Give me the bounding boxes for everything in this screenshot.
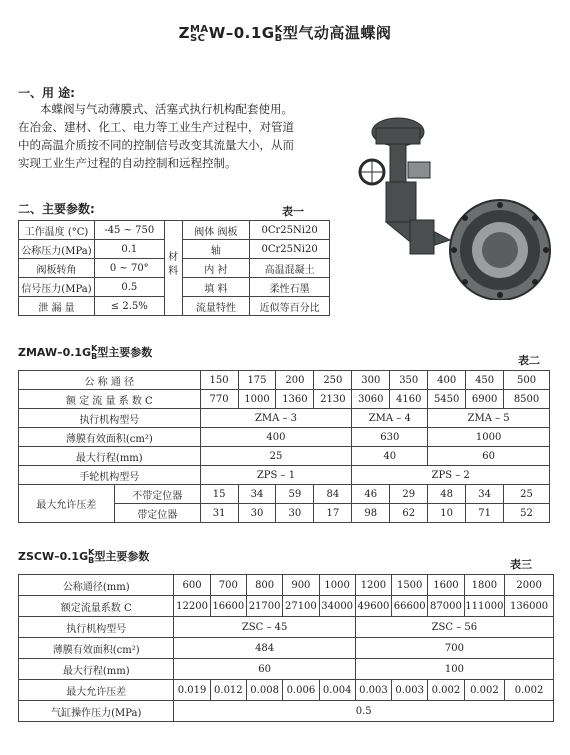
table2-heading	[18, 344, 152, 361]
t3-cell: 60	[174, 659, 355, 680]
table-row	[19, 371, 550, 390]
table-cell: 27100	[283, 596, 319, 617]
table-cell: 34000	[319, 596, 355, 617]
table-cell: 700	[210, 575, 246, 596]
t3-k: K	[88, 548, 95, 557]
title-subscript-stack	[190, 25, 209, 43]
table-cell: 29	[390, 485, 428, 504]
table-cell: 600	[174, 575, 210, 596]
table-cell: 5450	[428, 390, 466, 409]
t1-cell: 填 料	[182, 278, 250, 297]
section-params-heading: 二、主要参数:	[18, 202, 95, 216]
table-cell: 10	[428, 504, 466, 523]
table-cell: 4160	[390, 390, 428, 409]
table2-label: 表二	[518, 354, 540, 367]
table-cell: 0.008	[246, 680, 282, 701]
table-cell: 400	[428, 371, 466, 390]
table3	[18, 574, 554, 722]
title-k: K	[274, 23, 283, 35]
t2-heading-suffix: 型主要参数	[97, 346, 153, 359]
t2-cell: ZMA – 4	[352, 409, 428, 428]
table-cell: 31	[200, 504, 238, 523]
table3-label: 表三	[510, 558, 532, 571]
t3-cell: 700	[355, 638, 553, 659]
usage-line-3: 中的高温介质按不同的控制信号改变其流量大小，从而	[18, 138, 294, 152]
table-row	[19, 409, 550, 428]
usage-line-2: 在冶金、建材、化工、电力等工业生产过程中，对管道	[18, 120, 294, 134]
t2-cell: 400	[200, 428, 352, 447]
t2-cell: ZMA – 3	[200, 409, 352, 428]
table-cell: 1360	[276, 390, 314, 409]
table1	[18, 220, 330, 316]
table-row	[19, 221, 330, 240]
table-cell: 21700	[246, 596, 282, 617]
table-cell: 8500	[504, 390, 550, 409]
title-ma: MA	[189, 23, 209, 35]
table1-label: 表一	[282, 205, 304, 218]
t2-stroke-label: 最大行程(mm)	[19, 447, 201, 466]
t1-cell: 公称压力(MPa)	[19, 240, 95, 259]
t3-air-label: 气缸操作压力(MPa)	[19, 701, 174, 722]
usage-line-1: 本蝶阀与气动薄膜式、活塞式执行机构配套使用。	[40, 102, 293, 116]
material-text: 材料	[168, 251, 179, 277]
t2-b: B	[91, 352, 98, 361]
table-row	[19, 485, 550, 504]
t3-c-label: 额定流量系数 C	[19, 596, 174, 617]
table-cell: 87000	[428, 596, 464, 617]
table-cell: 48	[428, 485, 466, 504]
t2-cell: ZMA – 5	[428, 409, 550, 428]
table-cell: 62	[390, 504, 428, 523]
t1-cell: 流量特性	[182, 297, 250, 316]
table-cell: 1000	[319, 575, 355, 596]
t1-cell: -45 ~ 750	[94, 221, 164, 240]
table-cell: 34	[238, 485, 276, 504]
t3-heading-prefix: ZSCW–0.1G	[18, 550, 89, 563]
t3-act-label: 执行机构型号	[19, 617, 174, 638]
table-cell: 200	[276, 371, 314, 390]
t2-nopos-label: 不带定位器	[114, 485, 200, 504]
table-row	[19, 575, 554, 596]
table-cell: 2000	[505, 575, 554, 596]
table-cell: 46	[352, 485, 390, 504]
table-cell: 1500	[392, 575, 428, 596]
t1-cell: 阀体 阀板	[182, 221, 250, 240]
t2-area-label: 薄膜有效面积(cm²)	[19, 428, 201, 447]
table-cell: 111000	[464, 596, 505, 617]
table-cell: 500	[504, 371, 550, 390]
t2-cell: 40	[352, 447, 428, 466]
table-cell: 0.019	[174, 680, 210, 701]
table-cell: 84	[314, 485, 352, 504]
t3-stroke-label: 最大行程(mm)	[19, 659, 174, 680]
t2-cell: ZPS – 2	[352, 466, 550, 485]
table-cell: 1600	[428, 575, 464, 596]
table-cell: 0.004	[319, 680, 355, 701]
t1-cell: 内 衬	[182, 259, 250, 278]
table-cell: 3060	[352, 390, 390, 409]
t3-cell: ZSC – 56	[355, 617, 553, 638]
table-cell: 0.002	[428, 680, 464, 701]
table-cell: 300	[352, 371, 390, 390]
table-cell: 136000	[505, 596, 554, 617]
table-cell: 49600	[355, 596, 391, 617]
table-cell: 1000	[238, 390, 276, 409]
t2-cell: 60	[428, 447, 550, 466]
t1-cell: 0.5	[94, 278, 164, 297]
table-cell: 0.003	[355, 680, 391, 701]
table-cell: 30	[276, 504, 314, 523]
table-row	[19, 638, 554, 659]
t1-cell: 泄 漏 量	[19, 297, 95, 316]
table-cell: 66600	[392, 596, 428, 617]
t1-cell: 阀板转角	[19, 259, 95, 278]
table-cell: 0.002	[464, 680, 505, 701]
table-cell: 0.003	[392, 680, 428, 701]
t2-c-label: 额 定 流 量 系 数 C	[19, 390, 201, 409]
table-row	[19, 680, 554, 701]
t2-k: K	[91, 344, 98, 353]
valve-product-image	[350, 110, 560, 300]
table-cell: 175	[238, 371, 276, 390]
t3-cell: ZSC – 45	[174, 617, 355, 638]
table2	[18, 370, 550, 523]
t2-cell: 630	[352, 428, 428, 447]
table-cell: 59	[276, 485, 314, 504]
t3-cell: 0.5	[174, 701, 554, 722]
table-cell: 0.012	[210, 680, 246, 701]
table-cell: 25	[504, 485, 550, 504]
t3-dn-label: 公称通径(mm)	[19, 575, 174, 596]
table-row	[19, 428, 550, 447]
table-row	[19, 596, 554, 617]
t3-heading-suffix: 型主要参数	[94, 550, 150, 563]
title-b: B	[274, 32, 283, 44]
t2-act-label: 执行机构型号	[19, 409, 201, 428]
table-cell: 98	[352, 504, 390, 523]
t1-cell: 0 ~ 70°	[94, 259, 164, 278]
table-cell: 0.002	[505, 680, 554, 701]
table-cell: 34	[466, 485, 504, 504]
t2-withpos-label: 带定位器	[114, 504, 200, 523]
table-cell: 12200	[174, 596, 210, 617]
t1-cell: 0.1	[94, 240, 164, 259]
t1-cell: 0Cr25Ni20	[250, 240, 330, 259]
title-mid: W–0.1G	[208, 24, 275, 42]
table-cell: 0.006	[283, 680, 319, 701]
table-cell: 16600	[210, 596, 246, 617]
table-cell: 150	[200, 371, 238, 390]
table-cell: 450	[466, 371, 504, 390]
page-title	[0, 22, 570, 43]
table-row	[19, 617, 554, 638]
table-row	[19, 701, 554, 722]
t1-cell: 近似等百分比	[250, 297, 330, 316]
t3-area-label: 薄膜有效面积(cm²)	[19, 638, 174, 659]
section-usage-heading: 一、用 途:	[18, 86, 75, 100]
table-cell: 30	[238, 504, 276, 523]
title-sc: SC	[189, 32, 206, 44]
t1-cell: 高温混凝土	[250, 259, 330, 278]
t1-cell: 信号压力(MPa)	[19, 278, 95, 297]
table-cell: 770	[200, 390, 238, 409]
table-cell: 52	[504, 504, 550, 523]
table-row	[19, 390, 550, 409]
title-z: Z	[178, 24, 190, 42]
t3-cell: 484	[174, 638, 355, 659]
table3-heading	[18, 548, 149, 565]
usage-line-4: 实现工业生产过程的自动控制和远程控制。	[18, 156, 237, 170]
t2-heading-prefix: ZMAW–0.1G	[18, 346, 92, 359]
t2-cell: 25	[200, 447, 352, 466]
table-row	[19, 466, 550, 485]
table-cell: 2130	[314, 390, 352, 409]
t1-material-label	[164, 221, 182, 316]
table-cell: 250	[314, 371, 352, 390]
table-cell: 17	[314, 504, 352, 523]
table-cell: 1200	[355, 575, 391, 596]
t1-cell: 轴	[182, 240, 250, 259]
section-usage-text	[18, 100, 358, 172]
t2-dn-label: 公 称 通 径	[19, 371, 201, 390]
title-kb-stack	[275, 25, 283, 43]
t3-cell: 100	[355, 659, 553, 680]
t1-cell: 柔性石墨	[250, 278, 330, 297]
table-cell: 900	[283, 575, 319, 596]
title-suffix: 型气动高温蝶阀	[282, 24, 392, 42]
t2-cell: ZPS – 1	[200, 466, 352, 485]
table-row	[19, 659, 554, 680]
table-cell: 6900	[466, 390, 504, 409]
table-cell: 800	[246, 575, 282, 596]
t2-cell: 1000	[428, 428, 550, 447]
table-row	[19, 447, 550, 466]
t1-cell: ≤ 2.5%	[94, 297, 164, 316]
t1-cell: 0Cr25Ni20	[250, 221, 330, 240]
table-cell: 350	[390, 371, 428, 390]
t2-hand-label: 手轮机构型号	[19, 466, 201, 485]
t2-dp-label: 最大允许压差	[19, 485, 115, 523]
table-cell: 71	[466, 504, 504, 523]
t3-dp-label: 最大允许压差	[19, 680, 174, 701]
table-cell: 15	[200, 485, 238, 504]
table-cell: 1800	[464, 575, 505, 596]
t3-b: B	[88, 556, 95, 565]
t1-cell: 工作温度 (°C)	[19, 221, 95, 240]
